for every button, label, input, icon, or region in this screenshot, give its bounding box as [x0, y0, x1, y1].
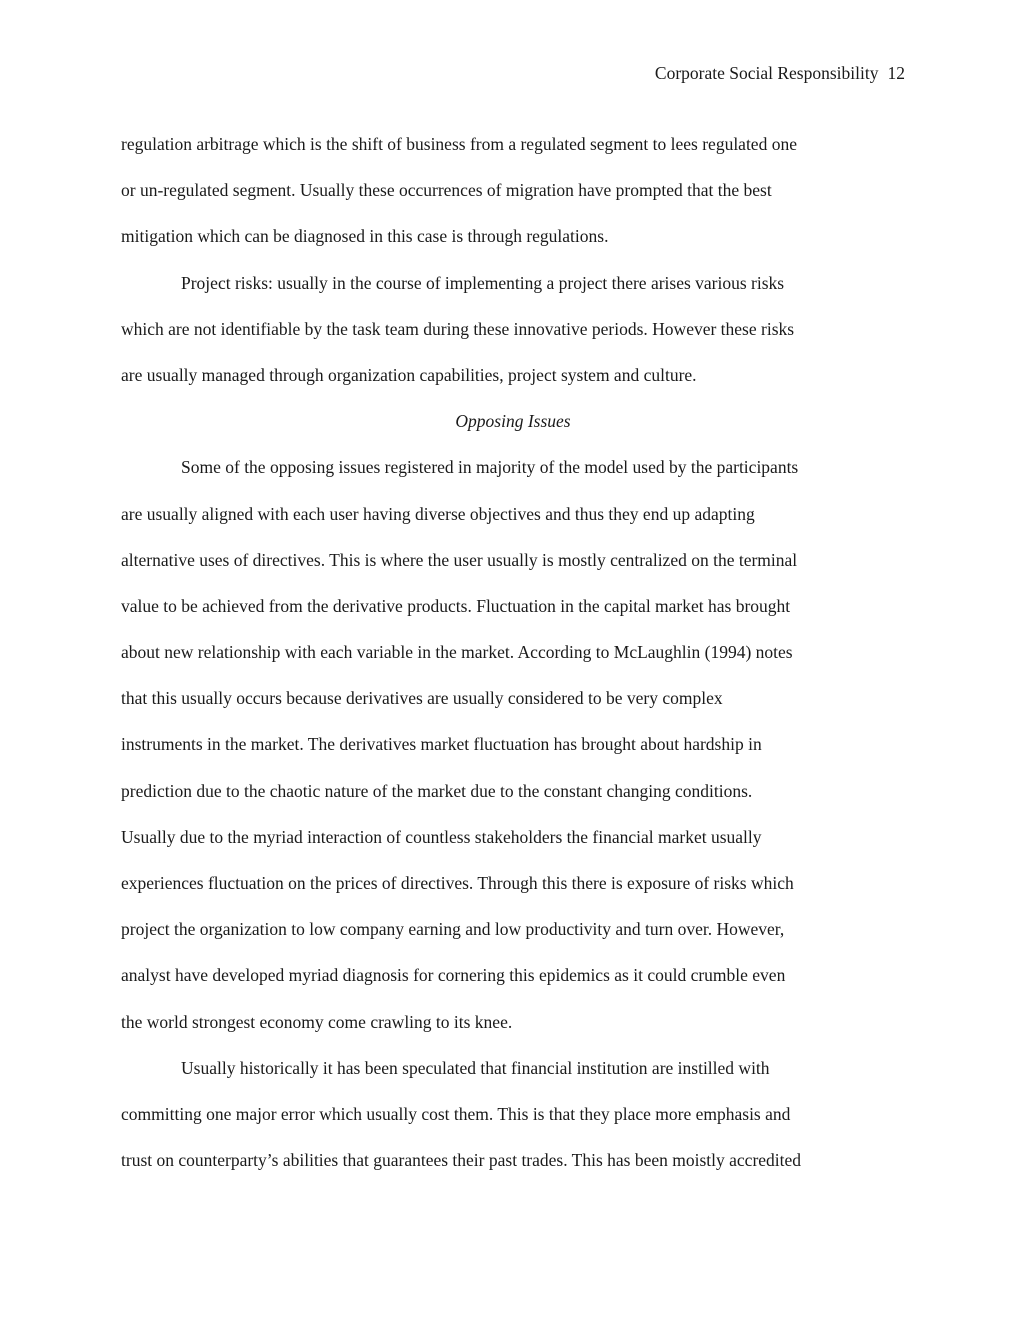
text-line: experiences fluctuation on the prices of directives. Through this there is exposure of risks which	[121, 873, 794, 893]
text-line: Project risks: usually in the course of implementing a project there arises various risks	[181, 272, 785, 293]
text-line: about new relationship with each variable in the market. According to McLaughlin (1994) notes	[121, 642, 793, 663]
text-line: instruments in the market. The derivatives market fluctuation has brought about hardship in	[121, 734, 762, 755]
text-line: the world strongest economy come crawling to its knee.	[121, 1011, 513, 1032]
text-line: that this usually occurs because derivatives are usually considered to be very complex	[121, 688, 723, 709]
text-line: Some of the opposing issues registered in majority of the model used by the participants	[181, 457, 799, 478]
text-line: trust on counterparty’s abilities that guarantees their past trades. This has been moistly accredited	[121, 1150, 802, 1171]
text-line: Usually historically it has been speculated that financial institution are instilled with	[181, 1057, 770, 1078]
text-line: which are not identifiable by the task team during these innovative periods. However these risks	[121, 318, 795, 339]
text-line: or un-regulated segment. Usually these occurrences of migration have prompted that the best	[121, 180, 772, 201]
page-number: 12	[887, 63, 905, 83]
body-text	[121, 121, 905, 1183]
text-line: alternative uses of directives. This is where the user usually is mostly centralized on the terminal	[121, 549, 798, 570]
section-heading: Opposing Issues	[455, 411, 571, 432]
text-line: value to be achieved from the derivative products. Fluctuation in the capital market has brought	[121, 595, 791, 616]
text-line: analyst have developed myriad diagnosis for cornering this epidemics as it could crumble even	[121, 965, 786, 986]
text-line: project the organization to low company earning and low productivity and turn over. However,	[121, 919, 785, 940]
text-line: regulation arbitrage which is the shift of business from a regulated segment to lees regulated one	[121, 134, 797, 154]
text-line: committing one major error which usually cost them. This is that they place more emphasis and	[121, 1103, 791, 1124]
text-line: are usually managed through organization capabilities, project system and culture.	[121, 364, 697, 385]
running-head	[655, 60, 905, 86]
text-line: are usually aligned with each user having diverse objectives and thus they end up adapting	[121, 503, 755, 524]
text-line: prediction due to the chaotic nature of the market due to the constant changing conditions.	[121, 780, 753, 801]
running-head-title: Corporate Social Responsibility	[654, 63, 879, 83]
text-line: mitigation which can be diagnosed in this case is through regulations.	[121, 226, 609, 247]
text-line: Usually due to the myriad interaction of countless stakeholders the financial market usually	[121, 826, 762, 847]
